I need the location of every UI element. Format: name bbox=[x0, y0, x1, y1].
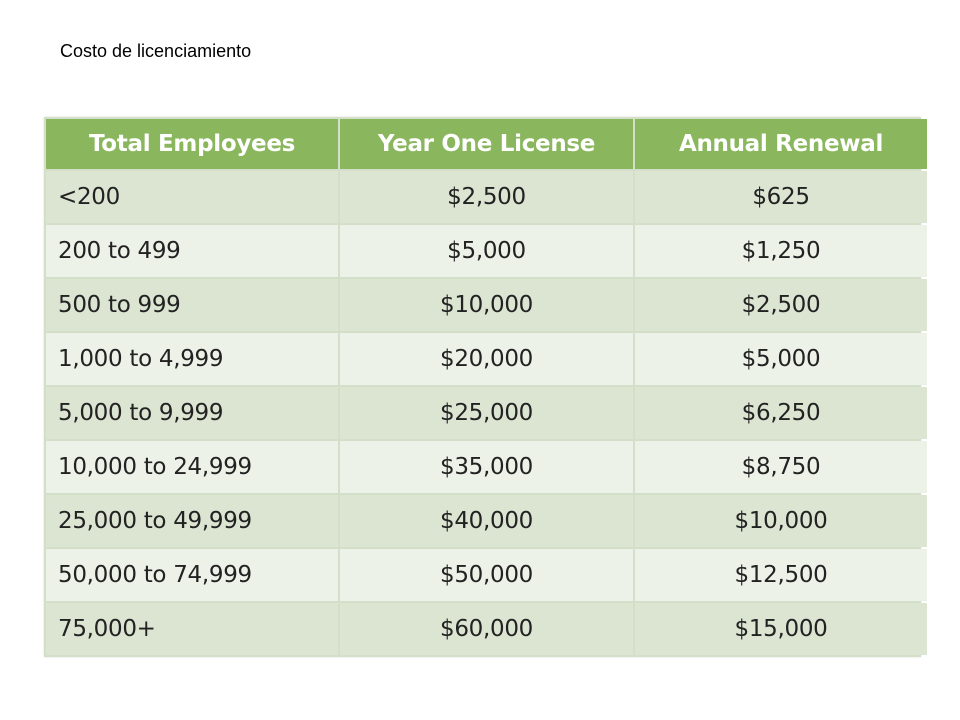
table-row bbox=[46, 333, 927, 385]
cell-annual-renewal: $8,750 bbox=[635, 441, 927, 493]
cell-annual-renewal: $6,250 bbox=[635, 387, 927, 439]
cell-annual-renewal: $15,000 bbox=[635, 603, 927, 655]
table-row bbox=[46, 603, 927, 655]
cell-year-one-license: $20,000 bbox=[340, 333, 633, 385]
cell-year-one-license: $35,000 bbox=[340, 441, 633, 493]
table-row bbox=[46, 441, 927, 493]
table-header-row bbox=[46, 119, 927, 169]
cell-year-one-license: $2,500 bbox=[340, 171, 633, 223]
cell-annual-renewal: $5,000 bbox=[635, 333, 927, 385]
cell-annual-renewal: $2,500 bbox=[635, 279, 927, 331]
table-row bbox=[46, 171, 927, 223]
cell-year-one-license: $60,000 bbox=[340, 603, 633, 655]
table-row bbox=[46, 279, 927, 331]
table-row bbox=[46, 549, 927, 601]
license-table-container bbox=[44, 117, 921, 657]
cell-total-employees: 200 to 499 bbox=[46, 225, 338, 277]
cell-total-employees: 10,000 to 24,999 bbox=[46, 441, 338, 493]
cell-annual-renewal: $1,250 bbox=[635, 225, 927, 277]
header-year-one-license: Year One License bbox=[340, 119, 633, 169]
license-cost-table bbox=[44, 117, 929, 657]
cell-year-one-license: $40,000 bbox=[340, 495, 633, 547]
table-row bbox=[46, 387, 927, 439]
cell-annual-renewal: $10,000 bbox=[635, 495, 927, 547]
cell-total-employees: 1,000 to 4,999 bbox=[46, 333, 338, 385]
cell-total-employees: 500 to 999 bbox=[46, 279, 338, 331]
header-annual-renewal: Annual Renewal bbox=[635, 119, 927, 169]
cell-year-one-license: $10,000 bbox=[340, 279, 633, 331]
header-total-employees: Total Employees bbox=[46, 119, 338, 169]
cell-year-one-license: $50,000 bbox=[340, 549, 633, 601]
cell-year-one-license: $25,000 bbox=[340, 387, 633, 439]
table-row bbox=[46, 495, 927, 547]
cell-total-employees: <200 bbox=[46, 171, 338, 223]
slide-title: Costo de licenciamiento bbox=[60, 41, 252, 61]
cell-year-one-license: $5,000 bbox=[340, 225, 633, 277]
cell-total-employees: 50,000 to 74,999 bbox=[46, 549, 338, 601]
cell-annual-renewal: $12,500 bbox=[635, 549, 927, 601]
cell-total-employees: 5,000 to 9,999 bbox=[46, 387, 338, 439]
cell-total-employees: 75,000+ bbox=[46, 603, 338, 655]
cell-total-employees: 25,000 to 49,999 bbox=[46, 495, 338, 547]
table-row bbox=[46, 225, 927, 277]
cell-annual-renewal: $625 bbox=[635, 171, 927, 223]
